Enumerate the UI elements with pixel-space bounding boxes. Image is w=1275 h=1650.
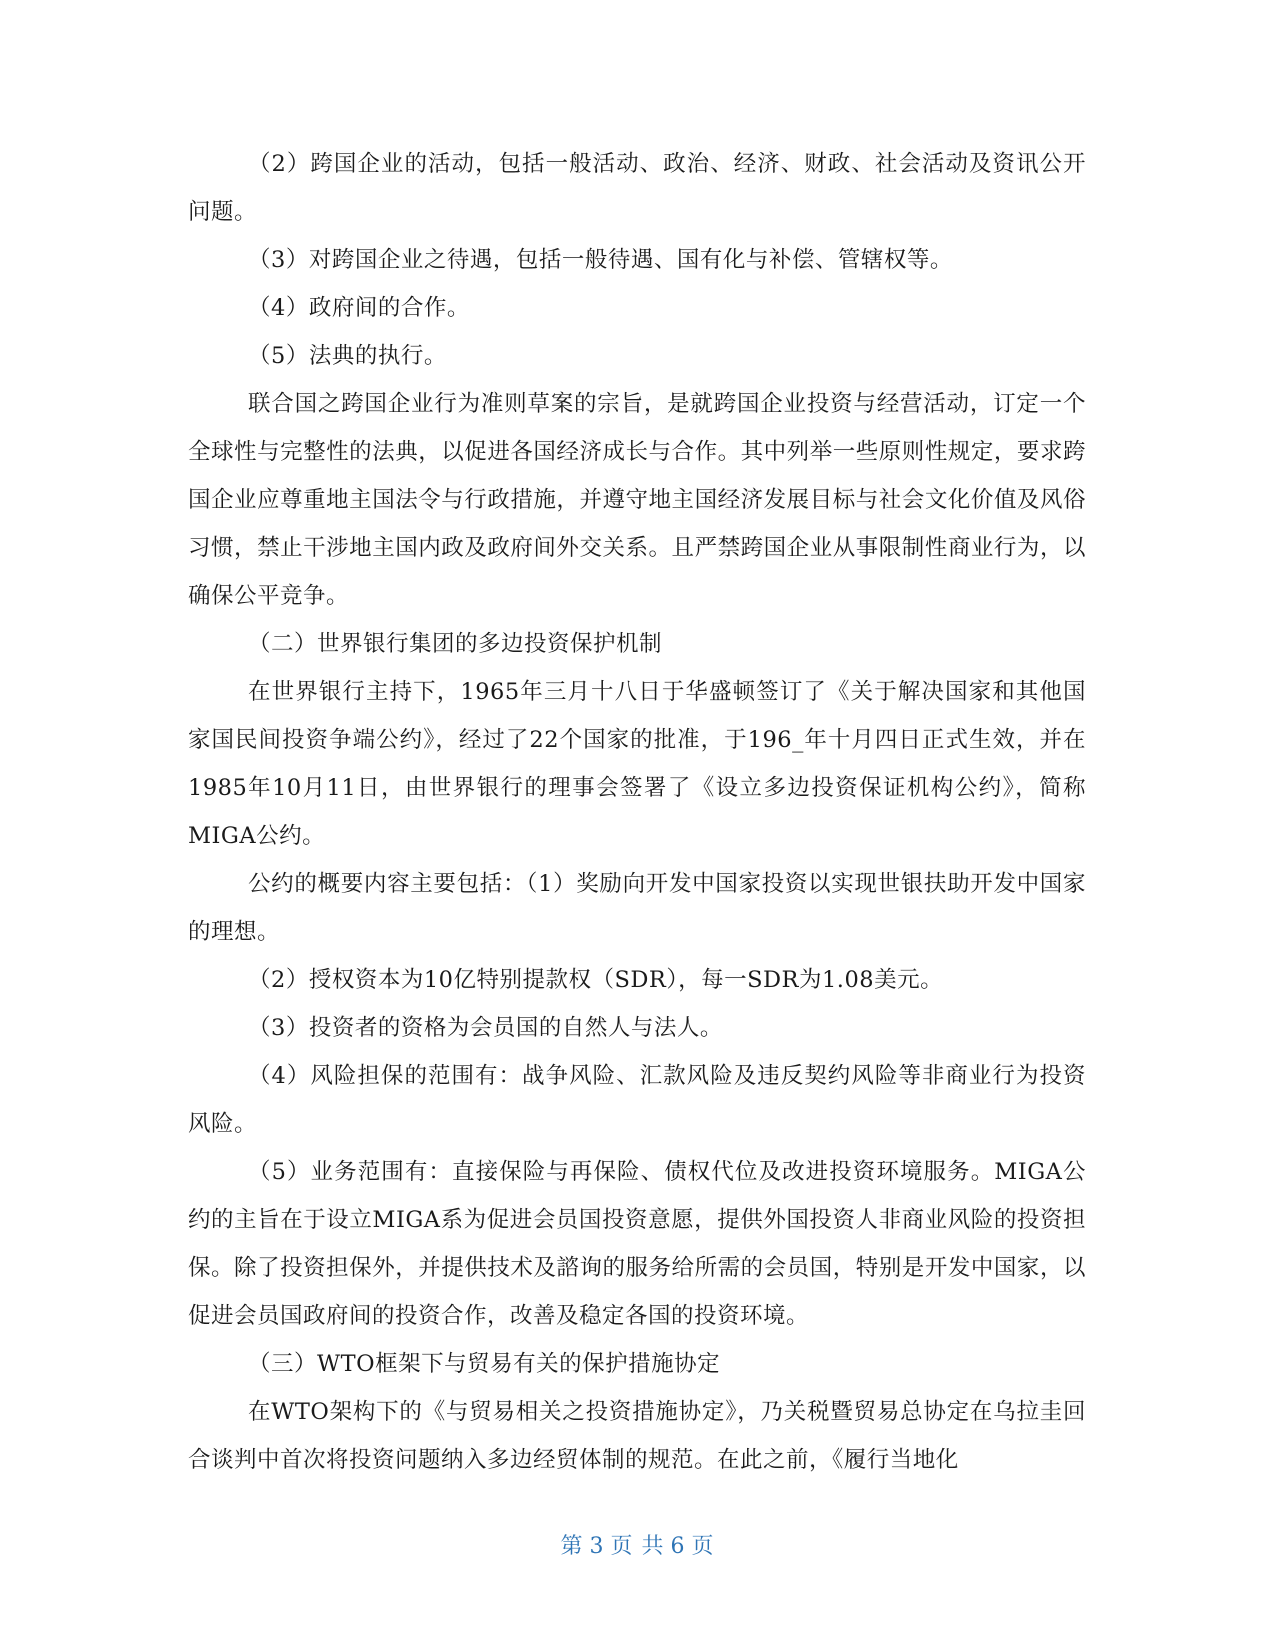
paragraph-trims-agreement: 在WTO架构下的《与贸易相关之投资措施协定》，乃关税暨贸易总协定在乌拉圭回合谈判中首次将投资问题纳入多边经贸体制的规范。在此之前，《履行当地化	[188, 1399, 1086, 1473]
footer-prefix: 第	[560, 1534, 584, 1559]
paragraph-investor-eligibility: （3）投资者的资格为会员国的自然人与法人。	[248, 1015, 723, 1041]
section-heading-wto: （三）WTO框架下与贸易有关的保护措施协定	[248, 1351, 721, 1377]
footer-current-page: 3	[589, 1534, 605, 1559]
paragraph-world-bank-conventions: 在世界银行主持下，1965年三月十八日于华盛顿签订了《关于解决国家和其他国家国民间投资争端公约》，经过了22个国家的批准，于196_年十月四日正式生效，并在1985年10月11日，由世界银行的理事会签署了《设立多边投资保证机构公约》，简称MIGA公约。	[188, 679, 1086, 849]
footer-suffix: 页	[691, 1534, 715, 1559]
paragraph-item-5: （5）法典的执行。	[248, 343, 447, 369]
section-heading-world-bank: （二）世界银行集团的多边投资保护机制	[248, 631, 663, 657]
paragraph-convention-summary: 公约的概要内容主要包括：（1）奖励向开发中国家投资以实现世银扶助开发中国家的理想。	[188, 871, 1086, 945]
paragraph-un-code-purpose: 联合国之跨国企业行为准则草案的宗旨，是就跨国企业投资与经营活动，订定一个全球性与完整性的法典，以促进各国经济成长与合作。其中列举一些原则性规定，要求跨国企业应尊重地主国法令与行政措施，并遵守地主国经济发展目标与社会文化价值及风俗习惯，禁止干涉地主国内政及政府间外交关系。且严禁跨国企业从事限制性商业行为，以确保公平竞争。	[188, 391, 1086, 609]
paragraph-item-4: （4）政府间的合作。	[248, 295, 470, 321]
document-body	[188, 140, 1086, 1484]
paragraph-risk-coverage: （4）风险担保的范围有：战争风险、汇款风险及违反契约风险等非商业行为投资风险。	[188, 1063, 1086, 1137]
paragraph-authorized-capital: （2）授权资本为10亿特别提款权（SDR），每一SDR为1.08美元。	[248, 967, 944, 993]
page-footer	[0, 1532, 1275, 1562]
paragraph-item-2: （2）跨国企业的活动，包括一般活动、政治、经济、财政、社会活动及资讯公开问题。	[188, 151, 1086, 225]
footer-total-pages: 6	[670, 1534, 686, 1559]
footer-middle: 页 共	[610, 1534, 665, 1559]
paragraph-business-scope: （5）业务范围有：直接保险与再保险、债权代位及改进投资环境服务。MIGA公约的主旨在于设立MIGA系为促进会员国投资意愿，提供外国投资人非商业风险的投资担保。除了投资担保外，并提供技术及諮询的服务给所需的会员国，特别是开发中国家，以促进会员国政府间的投资合作，改善及稳定各国的投资环境。	[188, 1159, 1086, 1329]
paragraph-item-3: （3）对跨国企业之待遇，包括一般待遇、国有化与补偿、管辖权等。	[248, 247, 953, 273]
